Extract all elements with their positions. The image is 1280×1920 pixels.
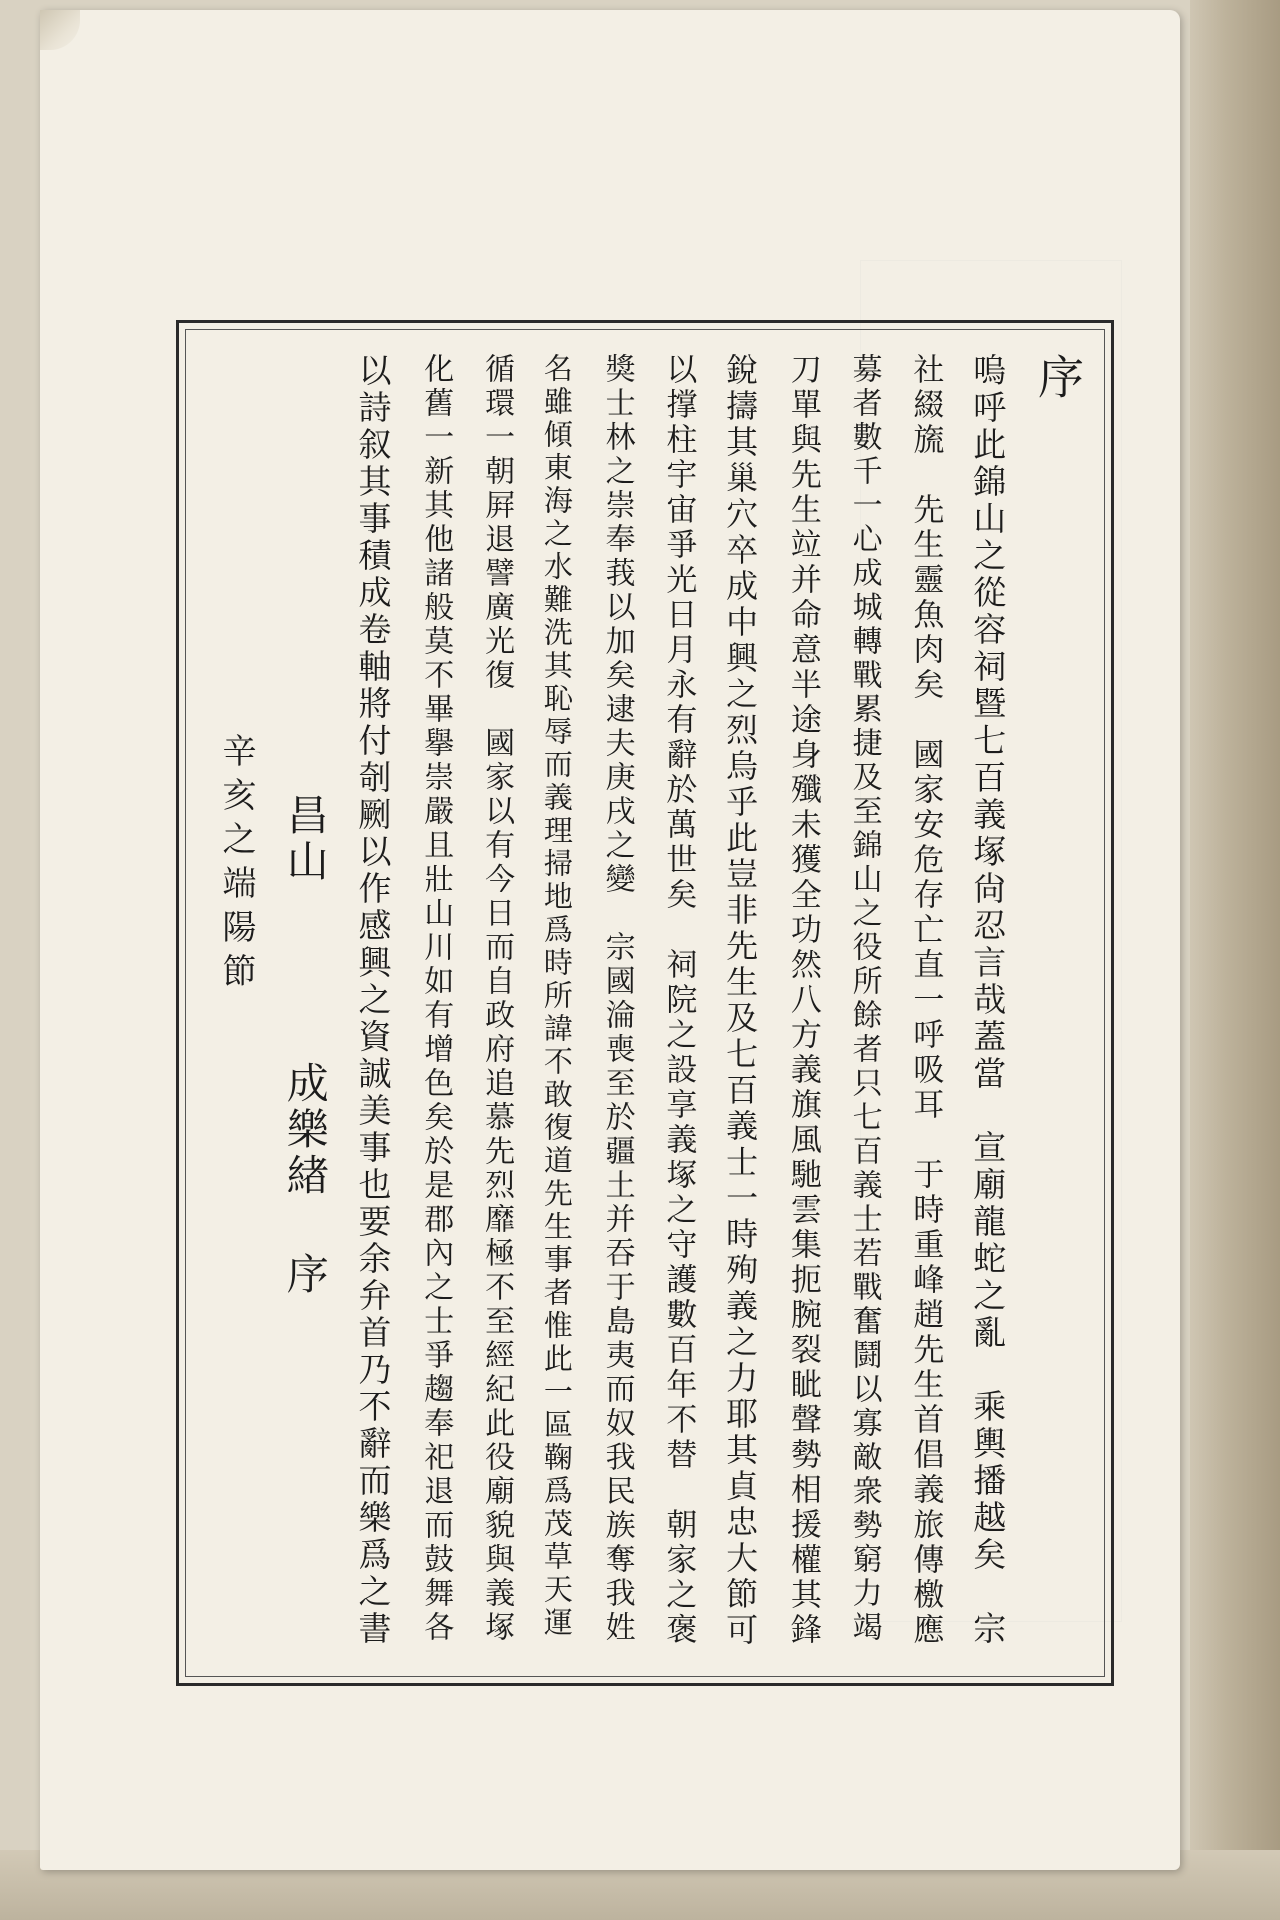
text-column-5: 銳擣其巢穴卒成中興之烈烏乎此豈非先生及七百義士一時殉義之力耶其貞忠大節可 [721,353,760,1649]
desk-background-right [1190,0,1280,1920]
text-column-7: 獎士林之崇奉莪以加矣逮夫庚戌之變 宗國淪喪至於疆土并吞于島夷而奴我民族奪我姓 [599,353,635,1645]
preface-text-block [216,353,1085,1653]
text-column-2: 社綴旒 先生靈魚肉矣 國家安危存亡直一呼吸耳 于時重峰趙先生首倡義旅傳檄應 [907,353,944,1648]
text-frame [176,320,1114,1686]
author-signature [280,793,330,1653]
text-column-1: 嗚呼此錦山之從容祠暨七百義塚尙忍言哉蓋當 宣廟龍蛇之亂 乘輿播越矣 宗 [968,353,1008,1648]
text-column-8: 名雖傾東海之水難洗其恥辱而義理掃地爲時所諱不敢復道先生事者惟此一區鞠爲茂草天運 [539,353,574,1640]
text-column-9: 循環一朝屛退譬廣光復 國家以有今日而自政府追慕先烈靡極不至經紀此役廟貌與義塚 [479,353,515,1645]
text-column-10: 化舊一新其他諸般莫不畢擧崇嚴且壯山川如有增色矣於是郡內之士爭趨奉祀退而鼓舞各 [418,353,454,1645]
text-column-3: 募者數千一心成城轉戰累捷及至錦山之役所餘者只七百義士若戰奮鬪以寡敵衆勢窮力竭 [846,353,882,1645]
preface-date: 辛亥之端陽節 [216,733,256,997]
author-suffix: 序 [280,1252,330,1298]
preface-title: 序 [1030,353,1085,399]
text-column-11: 以詩叙其事積成卷軸將付剞劂以作感興之資誠美事也要余弁首乃不辭而樂爲之書 [353,353,393,1648]
text-column-4: 刀單與先生竝并命意半途身殲未獲全功然八方義旗風馳雲集扼腕裂眦聲勢相援權其鋒 [784,353,821,1648]
text-column-6: 以撑柱宇宙爭光日月永有辭於萬世矣 祠院之設享義塚之守護數百年不替 朝家之褒 [660,353,697,1648]
author-name: 成樂緖 [280,1061,330,1199]
author-place: 昌山 [280,793,330,885]
